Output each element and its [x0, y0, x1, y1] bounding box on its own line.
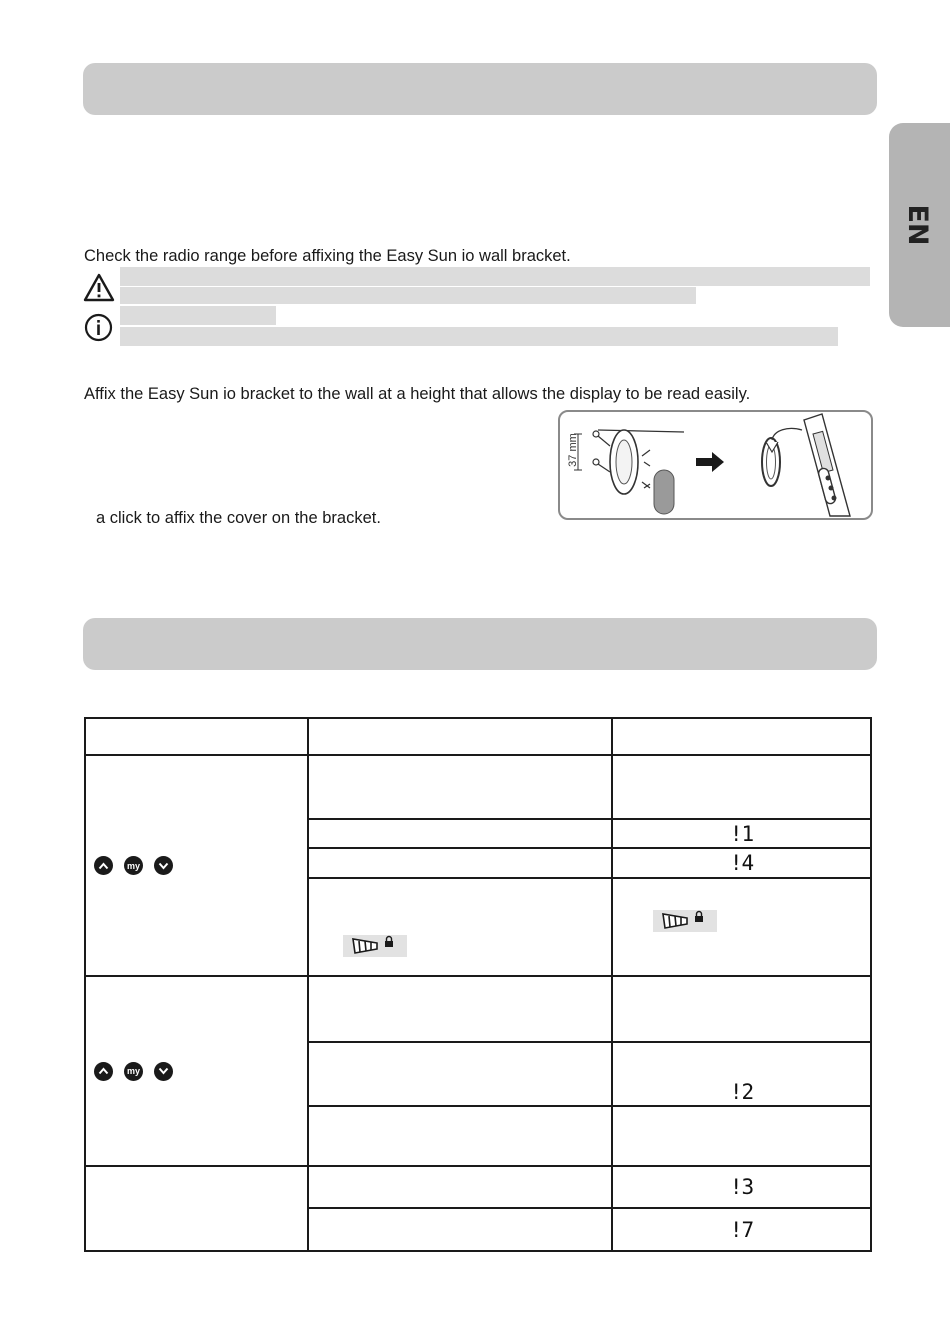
radio-range-instruction: Check the radio range before affixing the Easy Sun io wall bracket.: [84, 247, 571, 265]
error-code-7: !7: [612, 1208, 871, 1251]
table-cell: [612, 1106, 871, 1166]
redacted-warning-line-2: [120, 287, 696, 304]
table-cell: [612, 878, 871, 976]
table-row: [85, 1166, 871, 1208]
codes-table: [84, 717, 872, 1252]
button-row: [86, 856, 307, 875]
mounting-diagram: [560, 412, 871, 518]
language-tab: [889, 123, 950, 327]
table-cell: [308, 755, 612, 819]
table-cell-group-2: [85, 976, 308, 1166]
affix-bracket-instruction: Affix the Easy Sun io bracket to the wall at a height that allows the display to be read easily.: [84, 385, 751, 403]
table-cell: [308, 1208, 612, 1251]
table-cell: [308, 848, 612, 878]
up-arrow-button-icon: [94, 1062, 113, 1081]
my-button-icon: [124, 1062, 143, 1081]
table-cell: [612, 976, 871, 1042]
language-tab-label: EN: [902, 204, 933, 246]
table-cell-group-3: [85, 1166, 308, 1251]
error-code-2: [612, 1042, 871, 1106]
redacted-info-line-1: [120, 306, 276, 325]
section-header-bar-top: [83, 63, 877, 115]
table-row: [85, 755, 871, 819]
section-header-bar-bottom: [83, 618, 877, 670]
measurement-label: 37 mm: [566, 433, 579, 467]
warning-triangle-icon: [83, 273, 115, 302]
affix-cover-instruction: a click to affix the cover on the bracket.: [96, 509, 381, 527]
table-header-row: [85, 718, 871, 755]
mounting-illustration: [558, 410, 873, 520]
my-button-label: my: [126, 1066, 140, 1076]
table-cell-group-1: [85, 755, 308, 976]
my-button-label: my: [126, 860, 140, 871]
error-code-3: !3: [612, 1166, 871, 1208]
sensor-lock-icon: [653, 910, 717, 932]
error-code-2-text: !2: [729, 1080, 754, 1104]
info-circle-icon: [84, 313, 113, 342]
redacted-info-line-2: [120, 327, 838, 346]
sensor-lock-icon: [343, 935, 407, 957]
table-cell: [308, 1042, 612, 1106]
table-cell: [612, 755, 871, 819]
error-code-4: !4: [612, 848, 871, 878]
error-code-1: !1: [612, 819, 871, 848]
header-cell: [308, 718, 612, 755]
table-row: [85, 976, 871, 1042]
button-row: [86, 1062, 307, 1081]
down-arrow-button-icon: [154, 856, 173, 875]
up-arrow-button-icon: [94, 856, 113, 875]
table-cell: [308, 1166, 612, 1208]
header-cell: [612, 718, 871, 755]
table-cell: [308, 878, 612, 976]
table-cell: [308, 1106, 612, 1166]
table-cell: [308, 819, 612, 848]
my-button-icon: [124, 856, 143, 875]
table-cell: [308, 976, 612, 1042]
redacted-warning-line-1: [120, 267, 870, 286]
header-cell: [85, 718, 308, 755]
down-arrow-button-icon: [154, 1062, 173, 1081]
